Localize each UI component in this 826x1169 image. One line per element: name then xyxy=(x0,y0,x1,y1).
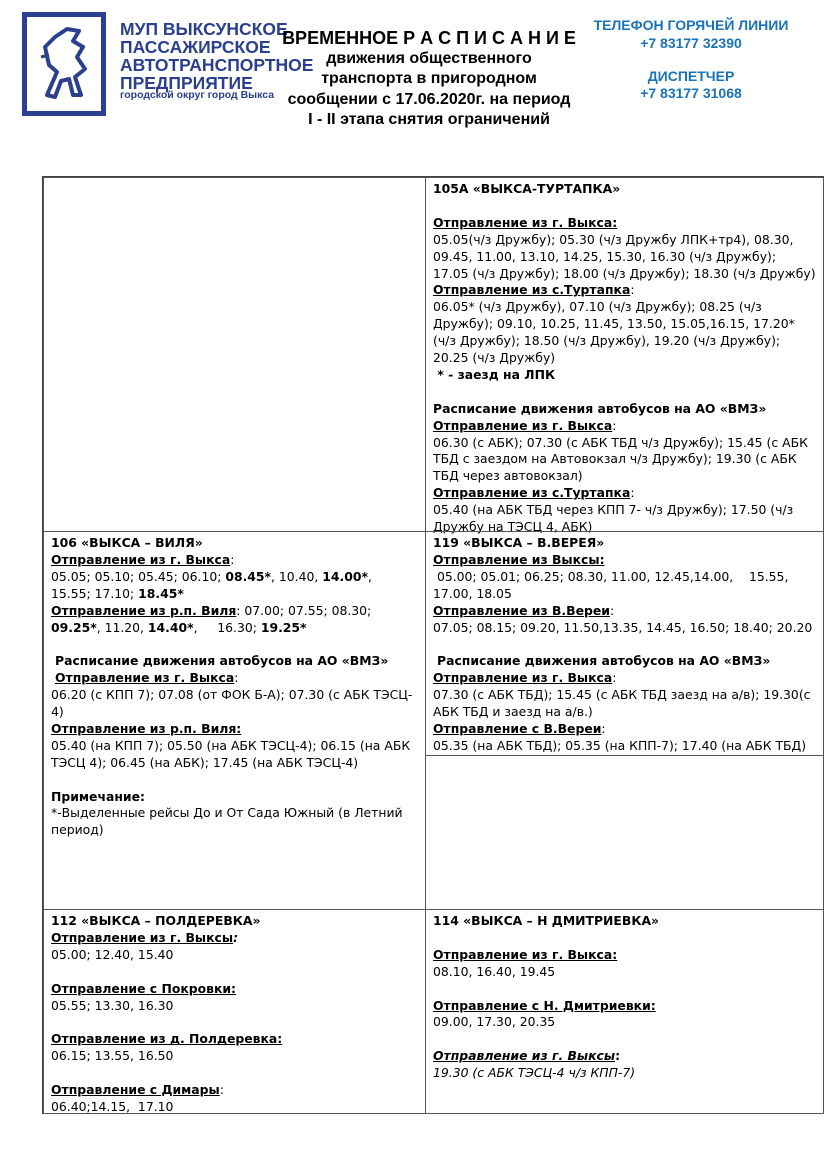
hotline-phone: +7 83177 32390 xyxy=(640,34,742,51)
note-text: период) xyxy=(51,822,104,838)
highlighted-time: 14.40* xyxy=(147,619,194,635)
horse-emblem-icon xyxy=(27,17,101,111)
dispatcher xyxy=(588,68,794,102)
vmz-title: Расписание движения автобусов на АО «ВМЗ» xyxy=(437,653,771,669)
times-line: 05.05; 05.10; 05.45; 06.10; 08.45*, 10.40, 14.00*, xyxy=(51,568,372,584)
highlighted-time: 19.25* xyxy=(260,619,307,635)
vmz-title: Расписание движения автобусов на АО «ВМЗ» xyxy=(433,400,767,416)
route-106-cell xyxy=(43,531,426,910)
title-line: движения общественного xyxy=(326,49,532,67)
schedule-table xyxy=(42,176,824,1114)
departure-label: Отправление с В.Вереи xyxy=(433,720,602,736)
times-line: 08.10, 16.40, 19.45 xyxy=(433,963,556,979)
departure-label: Отправление с Н. Дмитриевки: xyxy=(433,997,656,1013)
colon: : xyxy=(233,929,239,945)
org-name-line: ПАССАЖИРСКОЕ xyxy=(120,37,271,57)
highlighted-time: 08.45* xyxy=(225,568,272,584)
colon: : xyxy=(612,670,617,686)
times-line: 05.40 (на АБК ТБД через КПП 7- ч/з Дружбу); 17.50 (ч/з xyxy=(433,502,794,518)
departure-label: Отправление из г. Выкса xyxy=(51,551,231,567)
vmz-title: Расписание движения автобусов на АО «ВМЗ» xyxy=(55,653,389,669)
departure-label: Отправление из г. Выксы xyxy=(51,929,234,945)
note-text: *-Выделенные рейсы До и От Сада Южный (в Летний xyxy=(51,805,403,821)
departure-label: Отправление из г. Выксы xyxy=(433,1048,616,1064)
colon: : xyxy=(615,1048,621,1064)
colon: : xyxy=(630,485,635,501)
times-line: 09.45, 11.00, 13.10, 14.25, 15.30, 16.30 (ч/з Дружбу); xyxy=(433,248,777,264)
times-line: 20.25 (ч/з Дружбу) xyxy=(433,350,556,366)
times-line: 07.05; 08.15; 09.20, 11.50,13.35, 14.45, 16.50; 18.40; 20.20 xyxy=(433,619,813,635)
route-title: 105А «ВЫКСА-ТУРТАПКА» xyxy=(433,181,621,196)
departure-label: Отправление из г. Выкса xyxy=(55,670,235,686)
colon: : xyxy=(219,1082,224,1098)
times-line: 17.00, 18.05 xyxy=(433,585,512,601)
times-line: 06.05* (ч/з Дружбу), 07.10 (ч/з Дружбу); 08.25 (ч/з xyxy=(433,299,762,315)
times-line: (ч/з Дружбу); 18.50 (ч/з Дружбу), 19.20 (ч/з Дружбу); xyxy=(433,333,781,349)
org-name-line: МУП ВЫКСУНСКОЕ xyxy=(120,19,288,39)
colon: : xyxy=(234,670,239,686)
title-line: I - II этапа снятия ограничений xyxy=(308,111,550,128)
colon: : xyxy=(630,282,635,298)
empty-cell xyxy=(43,177,426,532)
departure-label: Отправление из г. Выкса: xyxy=(433,946,618,962)
departure-label: Отправление из р.п. Виля xyxy=(51,602,237,618)
times-line: 05.40 (на КПП 7); 05.50 (на АБК ТЭСЦ-4); 06.15 (на АБК xyxy=(51,737,411,753)
times-line: 06.30 (с АБК); 07.30 (с АБК ТБД ч/з Дружбу); 15.45 (с АБК xyxy=(433,434,808,450)
times-line: ТБД через автовокзал) xyxy=(433,468,583,484)
departure-label: Отправление из г. Выкса xyxy=(433,417,613,433)
note-label: Примечание: xyxy=(51,788,145,804)
org-subtitle: городской округ город Выкса xyxy=(120,89,275,101)
times-line: Дружбу на ТЭСЦ 4, АБК) xyxy=(433,519,593,535)
departure-label: Отправление из г. Выкса xyxy=(433,670,613,686)
highlighted-time: 14.00* xyxy=(322,568,368,584)
times-line: 05.55; 13.30, 16.30 xyxy=(51,997,174,1013)
times-line: АБК ТБД и заезд на а/в.) xyxy=(433,704,593,720)
route-title: 119 «ВЫКСА – В.ВЕРЕЯ» xyxy=(433,535,605,550)
departure-label: Отправление с Димары xyxy=(51,1082,220,1098)
times-line: 4) xyxy=(51,704,64,720)
dispatcher-label: ДИСПЕТЧЕР xyxy=(647,68,735,84)
title-line: ВРЕМЕННОЕ Р А С П И С А Н И Е xyxy=(282,28,576,48)
times-line: 07.30 (с АБК ТБД); 15.45 (с АБК ТБД заезд на а/в); 19.30(с xyxy=(433,687,811,703)
route-title: 106 «ВЫКСА – ВИЛЯ» xyxy=(51,535,203,550)
route-105a-cell xyxy=(425,177,824,535)
route-112-cell xyxy=(43,909,426,1114)
times-line: 09.00, 17.30, 20.35 xyxy=(433,1014,556,1030)
route-114-cell xyxy=(425,909,824,1114)
departure-label: Отправление из с.Туртапка xyxy=(433,282,631,298)
colon: : xyxy=(601,720,606,736)
departure-label: Отправление с Покровки: xyxy=(51,980,237,996)
times-line: 06.20 (с КПП 7); 07.08 (от ФОК Б-А); 07.30 (с АБК ТЭСЦ- xyxy=(51,687,413,703)
times-line: 05.00; 12.40, 15.40 xyxy=(51,946,174,962)
colon: : xyxy=(609,602,615,618)
times-inline: : 07.00; 07.55; 08.30; xyxy=(236,602,372,618)
times-line: 05.00; 05.01; 06.25; 08.30, 11.00, 12.45,14.00, 15.55, xyxy=(433,568,789,584)
org-name-line: ПРЕДПРИЯТИЕ xyxy=(120,73,253,93)
colon: : xyxy=(230,551,235,567)
times-line: 17.05 (ч/з Дружбу); 18.00 (ч/з Дружбу); 18.30 (ч/з Дружбу) xyxy=(433,265,816,281)
departure-label: Отправление из с.Туртапка xyxy=(433,485,631,501)
times-line: 19.30 (с АБК ТЭСЦ-4 ч/з КПП-7) xyxy=(433,1065,636,1081)
org-name-line: АВТОТРАНСПОРТНОЕ xyxy=(120,55,314,75)
departure-label: Отправление из Выксы: xyxy=(433,551,605,567)
times-line: 06.40;14.15, 17.10 xyxy=(51,1098,174,1114)
times-line: 15.55; 17.10; 18.45* xyxy=(51,585,184,601)
departure-label: Отправление из В.Вереи xyxy=(433,602,610,618)
times-line: 05.35 (на АБК ТБД); 05.35 (на КПП-7); 17.40 (на АБК ТБД) xyxy=(433,737,807,753)
times-line: 09.25*, 11.20, 14.40*, 16.30; 19.25* xyxy=(51,619,307,635)
route-title: 112 «ВЫКСА – ПОЛДЕРЕВКА» xyxy=(51,913,261,928)
departure-label: Отправление из р.п. Виля: xyxy=(51,720,242,736)
dispatcher-phone: +7 83177 31068 xyxy=(640,85,742,101)
times-line: ТЭСЦ 4); 06.45 (на АБК); 17.45 (на АБК ТЭСЦ-4) xyxy=(51,754,359,770)
page-title xyxy=(268,28,590,131)
route-title: 114 «ВЫКСА – Н ДМИТРИЕВКА» xyxy=(433,913,660,928)
title-line: сообщении с 17.06.2020г. на период xyxy=(287,90,571,108)
footnote: * - заезд на ЛПК xyxy=(433,366,556,382)
departure-label: Отправление из д. Полдеревка: xyxy=(51,1031,283,1047)
times-line: 06.15; 13.55, 16.50 xyxy=(51,1048,174,1064)
colon: : xyxy=(612,417,617,433)
times-line: Дружбу); 09.10, 10.25, 11.45, 13.50, 15.05,16.15, 17.20* xyxy=(433,316,795,332)
company-logo xyxy=(22,12,106,116)
departure-label: Отправление из г. Выкса: xyxy=(433,214,618,230)
title-line: транспорта в пригородном xyxy=(321,70,537,87)
times-line: 05.05(ч/з Дружбу); 05.30 (ч/з Дружбу ЛПК+тр4), 08.30, xyxy=(433,231,794,247)
hotline xyxy=(588,17,794,52)
highlighted-time: 09.25* xyxy=(51,619,97,635)
hotline-label: ТЕЛЕФОН ГОРЯЧЕЙ ЛИНИИ xyxy=(593,17,789,33)
empty-cell xyxy=(425,755,824,910)
route-119-cell xyxy=(425,531,824,756)
highlighted-time: 18.45* xyxy=(138,585,184,601)
times-line: ТБД с заездом на Автовокзал ч/з Дружбу); 19.30 (с АБК xyxy=(433,451,797,467)
